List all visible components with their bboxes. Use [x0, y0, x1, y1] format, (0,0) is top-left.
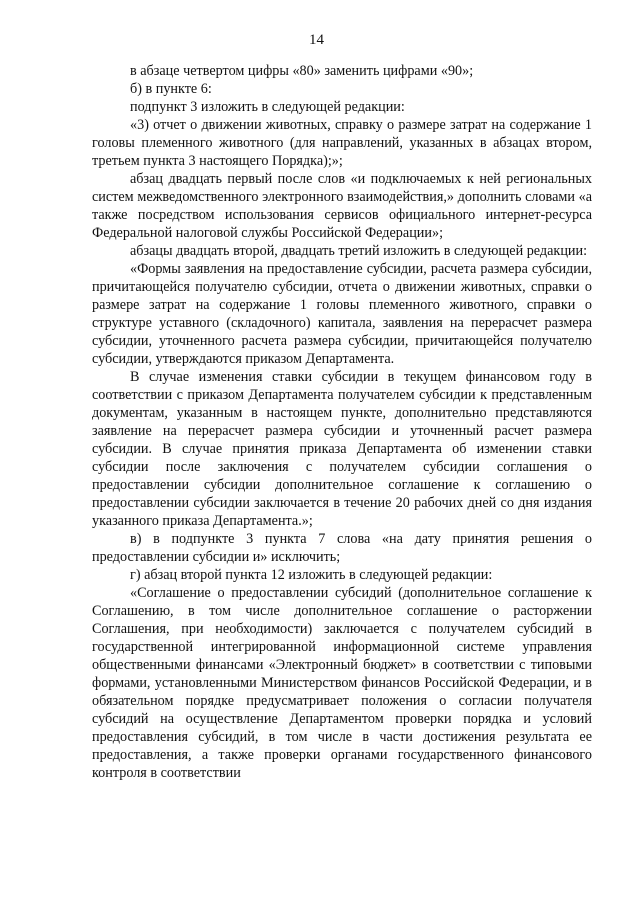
document-body [92, 62, 592, 782]
paragraph: В случае изменения ставки субсидии в текущем финансовом году в соответствии с приказом Департамента получателем субсидии к представленным документам, указанным в настоящем пункте, дополнительно представляются заявление на перерасчет размера субсидии и уточненный расчет размера субсидии. В случае принятия приказа Департамента об изменении ставки субсидии после заключения с получателем субсидии соглашения о предоставлении субсидии дополнительное соглашение к соглашению о предоставлении субсидии заключается в течение 20 рабочих дней со дня издания указанного приказа Департамента.»; [92, 369, 592, 529]
paragraph: абзацы двадцать второй, двадцать третий изложить в следующей редакции: [130, 243, 588, 259]
page-number: 14 [309, 32, 324, 48]
paragraph: б) в пункте 6: [130, 81, 212, 97]
paragraph: в абзаце четвертом цифры «80» заменить цифрами «90»; [130, 63, 474, 79]
paragraph: г) абзац второй пункта 12 изложить в следующей редакции: [130, 567, 493, 583]
paragraph: абзац двадцать первый после слов «и подключаемых к ней региональных систем межведомственного электронного взаимодействия,» дополнить словами «а также посредством использования сервисов официального интернет-ресурса Федеральной налоговой службы Российской Федерации»; [92, 171, 592, 241]
paragraph: подпункт 3 изложить в следующей редакции: [130, 99, 405, 115]
paragraph: «Соглашение о предоставлении субсидий (дополнительное соглашение к Соглашению, в том числе дополнительное соглашение о расторжении Соглашения, при необходимости) заключается с получателем субсидий в государственной интегрированной информационной системе управления общественными финансами «Электронный бюджет» в соответствии с типовыми формами, установленными Министерством финансов Российской Федерации, и в обязательном порядке предусматривает положения о согласии получателя субсидий на осуществление Департаментом проверки порядка и условий предоставления субсидий, в том числе в части достижения результата ее предоставления, а также проверки органами государственного финансового контроля в соответствии [92, 585, 592, 781]
paragraph: в) в подпункте 3 пункта 7 слова «на дату принятия решения о предоставлении субсидии и» исключить; [92, 531, 592, 565]
paragraph: «Формы заявления на предоставление субсидии, расчета размера субсидии, причитающейся получателю субсидии, отчета о движении животных, справки о размере затрат на содержание 1 головы племенного животного, справки о структуре уставного (складочного) капитала, заявления на перерасчет размера субсидии, уточненного расчета размера субсидии, причитающейся получателю субсидии, утверждаются приказом Департамента. [92, 261, 592, 367]
paragraph: «3) отчет о движении животных, справку о размере затрат на содержание 1 головы племенного животного (для направлений, указанных в абзацах втором, третьем пункта 3 настоящего Порядка);»; [92, 117, 592, 169]
